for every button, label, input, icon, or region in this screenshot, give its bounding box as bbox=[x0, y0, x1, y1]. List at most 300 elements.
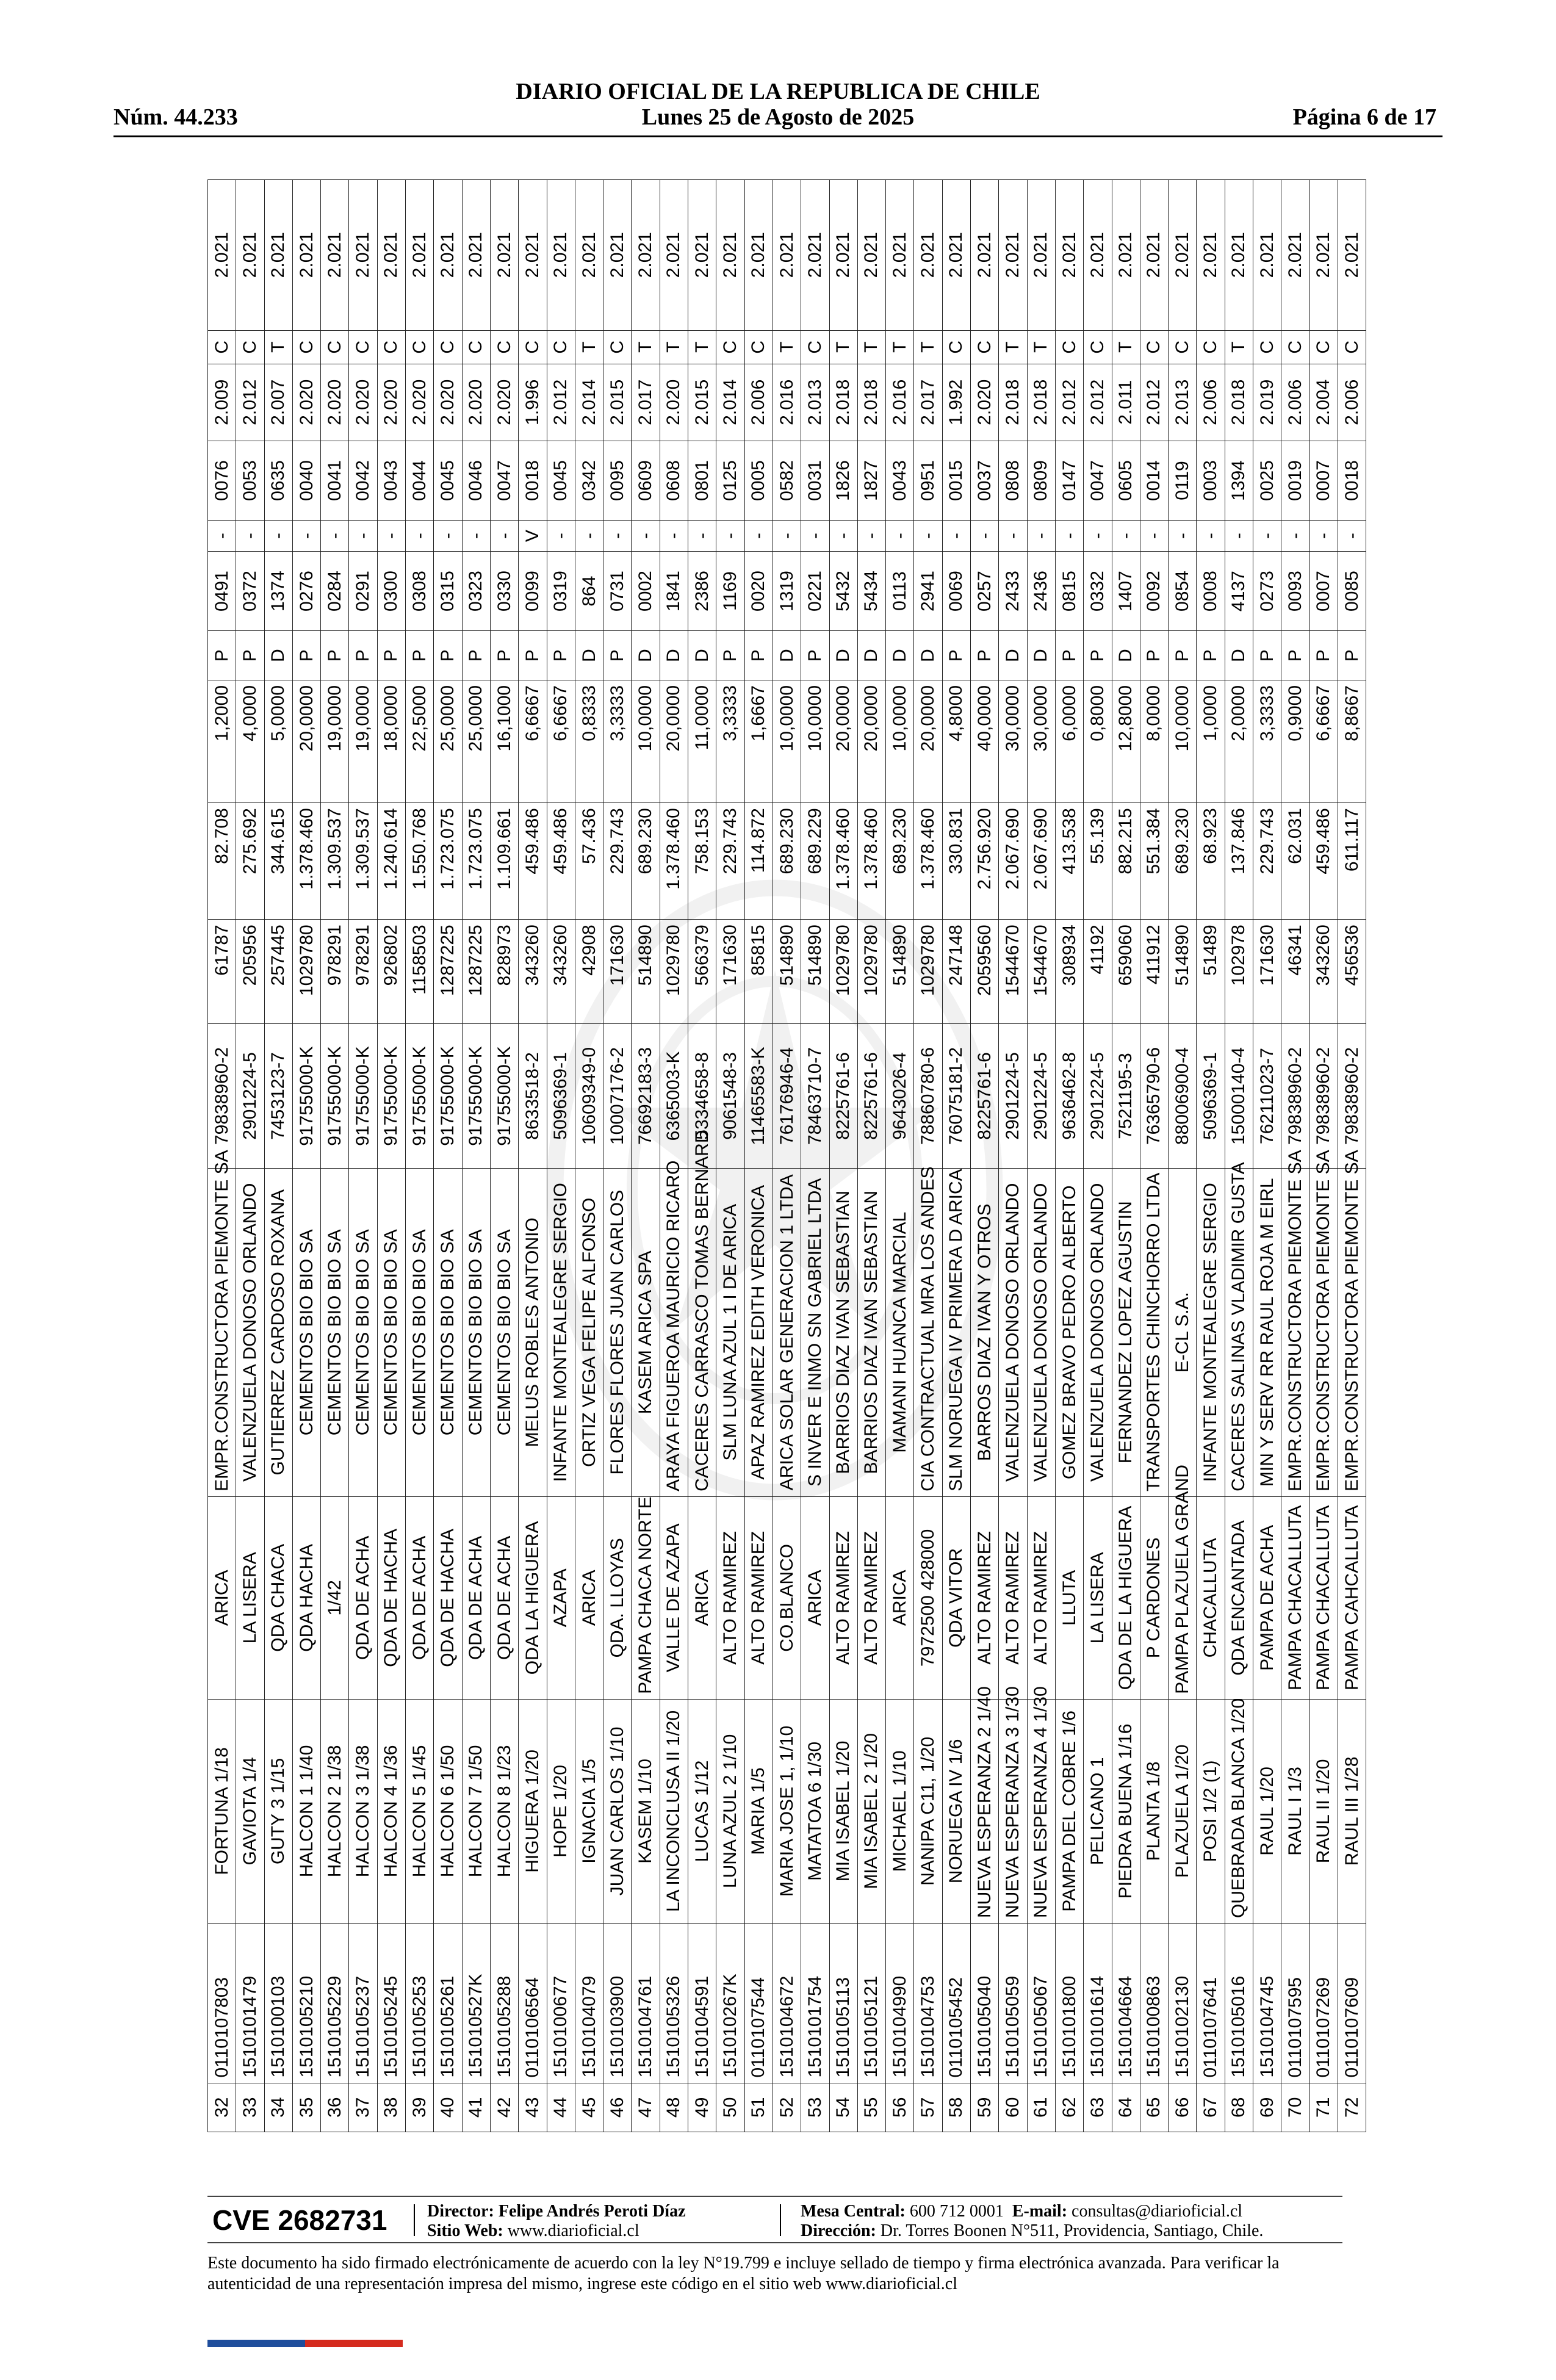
cell-row-number: 46 bbox=[603, 2083, 632, 2132]
cell-year: 2.006 bbox=[1338, 364, 1366, 441]
email-link[interactable]: consultas@diarioficial.cl bbox=[1072, 2202, 1243, 2221]
cell-row-number: 32 bbox=[208, 2083, 236, 2132]
cell-status-code: C bbox=[1055, 330, 1083, 364]
mesa-phone: 600 712 0001 bbox=[909, 2202, 1004, 2221]
cell-period-year: 2.021 bbox=[603, 180, 632, 331]
cell-status-code: C bbox=[716, 330, 744, 364]
table-row bbox=[1055, 180, 1083, 2132]
cell-hectares-fraction: 6,6667 bbox=[1309, 680, 1338, 802]
cell-v-mark: - bbox=[829, 521, 857, 551]
cell-rol-nacional: 0110107609 bbox=[1338, 1923, 1366, 2083]
cell-patent-amount: 171630 bbox=[603, 920, 632, 1024]
cell-year: 2.014 bbox=[575, 364, 603, 441]
cell-v-mark: - bbox=[857, 521, 885, 551]
cell-status-code: T bbox=[999, 330, 1027, 364]
cell-hectares-fraction: 12,8000 bbox=[1112, 680, 1140, 802]
cell-owner-name: GOMEZ BRAVO PEDRO ALBERTO bbox=[1055, 1168, 1083, 1496]
cell-patent-amount: 41192 bbox=[1084, 920, 1112, 1024]
cell-pesos-amount: 2.067.690 bbox=[999, 803, 1027, 920]
page-indicator: Página 6 de 17 bbox=[1292, 104, 1436, 130]
cell-type-code: P bbox=[406, 631, 434, 680]
cell-v-mark: - bbox=[632, 521, 660, 551]
cell-period-year: 2.021 bbox=[688, 180, 716, 331]
cell-period-year: 2.021 bbox=[1027, 180, 1055, 331]
cell-status-code: C bbox=[1281, 330, 1309, 364]
cell-owner-name: FERNANDEZ LOPEZ AGUSTIN bbox=[1112, 1168, 1140, 1496]
cell-owner-name: VALENZUELA DONOSO ORLANDO bbox=[1027, 1168, 1055, 1496]
cell-rut: 91755000-K bbox=[462, 1024, 490, 1168]
cell-concession-name: PLAZUELA 1/20 bbox=[1169, 1699, 1197, 1923]
cell-period-year: 2.021 bbox=[490, 180, 518, 331]
cell-concession-name: MIA ISABEL 1/20 bbox=[829, 1699, 857, 1923]
table-row bbox=[406, 180, 434, 2132]
cell-rut: 2901224-5 bbox=[1084, 1024, 1112, 1168]
cell-rol-nacional: 1510104079 bbox=[575, 1923, 603, 2083]
cell-rut: 15000140-4 bbox=[1225, 1024, 1253, 1168]
cell-owner-name: ARICA SOLAR GENERACION 1 LTDA bbox=[773, 1168, 801, 1496]
cell-rut: 76211023-7 bbox=[1253, 1024, 1281, 1168]
cell-hectares-fraction: 10,0000 bbox=[773, 680, 801, 802]
cell-number-code: 0605 bbox=[1112, 441, 1140, 521]
cell-concession-name: HALCON 8 1/23 bbox=[490, 1699, 518, 1923]
cell-rol-nacional: 1510105288 bbox=[490, 1923, 518, 2083]
mining-concessions-table bbox=[207, 179, 1366, 2132]
cell-number-code: 0047 bbox=[1084, 441, 1112, 521]
cell-status-code: C bbox=[1197, 330, 1225, 364]
cell-owner-name: KASEM ARICA SPA bbox=[632, 1168, 660, 1496]
cell-location: QDA VITOR bbox=[942, 1496, 970, 1699]
cell-foja-number: 4137 bbox=[1225, 551, 1253, 631]
cell-concession-name: HALCON 2 1/38 bbox=[321, 1699, 349, 1923]
cell-patent-amount: 411912 bbox=[1140, 920, 1168, 1024]
cell-type-code: P bbox=[462, 631, 490, 680]
cell-foja-number: 0257 bbox=[971, 551, 999, 631]
table-row bbox=[547, 180, 575, 2132]
cell-foja-number: 0092 bbox=[1140, 551, 1168, 631]
cell-status-code: T bbox=[1112, 330, 1140, 364]
cell-number-code: 0005 bbox=[744, 441, 773, 521]
cell-patent-amount: 343260 bbox=[519, 920, 547, 1024]
cell-type-code: D bbox=[1112, 631, 1140, 680]
cell-rol-nacional: 1510105229 bbox=[321, 1923, 349, 2083]
cell-type-code: P bbox=[1338, 631, 1366, 680]
cell-hectares-fraction: 3,3333 bbox=[603, 680, 632, 802]
cell-rol-nacional: 1510105016 bbox=[1225, 1923, 1253, 2083]
cell-concession-name: NUEVA ESPERANZA 3 1/30 bbox=[999, 1699, 1027, 1923]
cell-rut: 8225761-6 bbox=[829, 1024, 857, 1168]
cell-year: 2.012 bbox=[547, 364, 575, 441]
cell-year: 2.018 bbox=[1027, 364, 1055, 441]
cell-concession-name: POSI 1/2 (1) bbox=[1197, 1699, 1225, 1923]
cell-period-year: 2.021 bbox=[1338, 180, 1366, 331]
cell-location: ALTO RAMIREZ bbox=[1027, 1496, 1055, 1699]
cell-foja-number: 0113 bbox=[886, 551, 914, 631]
cell-owner-name: CEMENTOS BIO BIO SA bbox=[490, 1168, 518, 1496]
cell-location: QDA DE ACHA bbox=[490, 1496, 518, 1699]
table-row bbox=[603, 180, 632, 2132]
cell-status-code: T bbox=[1225, 330, 1253, 364]
cell-status-code: T bbox=[575, 330, 603, 364]
cell-patent-amount: 1029780 bbox=[660, 920, 688, 1024]
cell-rol-nacional: 1510105261 bbox=[434, 1923, 462, 2083]
cell-concession-name: HALCON 3 1/38 bbox=[349, 1699, 377, 1923]
cell-pesos-amount: 1.309.537 bbox=[321, 803, 349, 920]
cell-row-number: 39 bbox=[406, 2083, 434, 2132]
cell-owner-name: INFANTE MONTEALEGRE SERGIO bbox=[1197, 1168, 1225, 1496]
cell-pesos-amount: 1.309.537 bbox=[349, 803, 377, 920]
cell-location: QDA DE HACHA bbox=[377, 1496, 405, 1699]
cell-foja-number: 5432 bbox=[829, 551, 857, 631]
cell-v-mark: - bbox=[377, 521, 405, 551]
cell-v-mark: - bbox=[1309, 521, 1338, 551]
cell-rut: 5096369-1 bbox=[1197, 1024, 1225, 1168]
cell-v-mark: - bbox=[462, 521, 490, 551]
cell-patent-amount: 659060 bbox=[1112, 920, 1140, 1024]
cell-year: 2.006 bbox=[1281, 364, 1309, 441]
cell-patent-amount: 42908 bbox=[575, 920, 603, 1024]
cell-period-year: 2.021 bbox=[575, 180, 603, 331]
cell-owner-name: CEMENTOS BIO BIO SA bbox=[292, 1168, 320, 1496]
cell-owner-name: ORTIZ VEGA FELIPE ALFONSO bbox=[575, 1168, 603, 1496]
cell-rut: 79838960-2 bbox=[1281, 1024, 1309, 1168]
flag-bar-red bbox=[305, 2340, 403, 2347]
table-row bbox=[321, 180, 349, 2132]
cell-year: 2.017 bbox=[632, 364, 660, 441]
cell-patent-amount: 514890 bbox=[773, 920, 801, 1024]
cell-rut: 5334658-8 bbox=[688, 1024, 716, 1168]
cell-owner-name: CEMENTOS BIO BIO SA bbox=[406, 1168, 434, 1496]
cell-year: 2.019 bbox=[1253, 364, 1281, 441]
cell-owner-name: CIA CONTRACTUAL MRA LOS ANDES bbox=[914, 1168, 942, 1496]
cell-owner-name: TRANSPORTES CHINCHORRO LTDA bbox=[1140, 1168, 1168, 1496]
cell-foja-number: 0273 bbox=[1253, 551, 1281, 631]
cell-rut: 91755000-K bbox=[292, 1024, 320, 1168]
cell-rut: 7521195-3 bbox=[1112, 1024, 1140, 1168]
site-link[interactable]: www.diarioficial.cl bbox=[507, 2221, 639, 2240]
cell-v-mark: - bbox=[716, 521, 744, 551]
cell-v-mark: - bbox=[406, 521, 434, 551]
cell-status-code: C bbox=[406, 330, 434, 364]
cell-year: 2.016 bbox=[773, 364, 801, 441]
cell-type-code: D bbox=[264, 631, 292, 680]
cell-pesos-amount: 459.486 bbox=[547, 803, 575, 920]
cell-status-code: C bbox=[349, 330, 377, 364]
cell-rut: 78463710-7 bbox=[801, 1024, 829, 1168]
cell-location: QDA. LLOYAS bbox=[603, 1496, 632, 1699]
cell-rut: 91755000-K bbox=[377, 1024, 405, 1168]
cell-owner-name: CEMENTOS BIO BIO SA bbox=[321, 1168, 349, 1496]
cell-v-mark: - bbox=[547, 521, 575, 551]
cell-period-year: 2.021 bbox=[857, 180, 885, 331]
cell-pesos-amount: 82.708 bbox=[208, 803, 236, 920]
table-row bbox=[1112, 180, 1140, 2132]
cell-status-code: T bbox=[632, 330, 660, 364]
cell-hectares-fraction: 20,0000 bbox=[857, 680, 885, 802]
cell-period-year: 2.021 bbox=[1253, 180, 1281, 331]
cell-number-code: 0809 bbox=[1027, 441, 1055, 521]
cell-number-code: 0015 bbox=[942, 441, 970, 521]
cell-row-number: 43 bbox=[519, 2083, 547, 2132]
cell-status-code: C bbox=[1084, 330, 1112, 364]
cell-owner-name: FLORES FLORES JUAN CARLOS bbox=[603, 1168, 632, 1496]
cell-v-mark: - bbox=[1197, 521, 1225, 551]
cell-location: ARICA bbox=[575, 1496, 603, 1699]
cell-v-mark: - bbox=[999, 521, 1027, 551]
cell-patent-amount: 171630 bbox=[716, 920, 744, 1024]
cell-hectares-fraction: 11,0000 bbox=[688, 680, 716, 802]
cell-number-code: 0046 bbox=[462, 441, 490, 521]
cell-v-mark: - bbox=[744, 521, 773, 551]
cell-patent-amount: 1544670 bbox=[999, 920, 1027, 1024]
cell-year: 2.020 bbox=[971, 364, 999, 441]
cell-type-code: D bbox=[688, 631, 716, 680]
cell-number-code: 0019 bbox=[1281, 441, 1309, 521]
cell-type-code: D bbox=[914, 631, 942, 680]
cell-hectares-fraction: 20,0000 bbox=[292, 680, 320, 802]
cell-row-number: 71 bbox=[1309, 2083, 1338, 2132]
cell-foja-number: 0731 bbox=[603, 551, 632, 631]
cell-number-code: 0147 bbox=[1055, 441, 1083, 521]
cell-rol-nacional: 1510101479 bbox=[236, 1923, 264, 2083]
cell-pesos-amount: 459.486 bbox=[1309, 803, 1338, 920]
cell-concession-name: NUEVA ESPERANZA 4 1/30 bbox=[1027, 1699, 1055, 1923]
issue-number: Núm. 44.233 bbox=[113, 104, 238, 130]
cell-number-code: 0951 bbox=[914, 441, 942, 521]
table-row bbox=[264, 180, 292, 2132]
cell-rol-nacional: 1510105326 bbox=[660, 1923, 688, 2083]
cell-location: QDA DE HACHA bbox=[434, 1496, 462, 1699]
cell-hectares-fraction: 19,0000 bbox=[321, 680, 349, 802]
footer-bottom-divider bbox=[207, 2242, 1342, 2243]
cell-v-mark: V bbox=[519, 521, 547, 551]
cell-owner-name: S INVER E INMO SN GABRIEL LTDA bbox=[801, 1168, 829, 1496]
cell-concession-name: PLANTA 1/8 bbox=[1140, 1699, 1168, 1923]
cell-rut: 91755000-K bbox=[349, 1024, 377, 1168]
cell-owner-name: MELUS ROBLES ANTONIO bbox=[519, 1168, 547, 1496]
cell-row-number: 52 bbox=[773, 2083, 801, 2132]
cell-foja-number: 1319 bbox=[773, 551, 801, 631]
cell-location: QDA DE ACHA bbox=[406, 1496, 434, 1699]
cell-v-mark: - bbox=[208, 521, 236, 551]
cell-year: 2.015 bbox=[603, 364, 632, 441]
cell-row-number: 48 bbox=[660, 2083, 688, 2132]
cell-foja-number: 0300 bbox=[377, 551, 405, 631]
cell-location: LLUTA bbox=[1055, 1496, 1083, 1699]
cell-foja-number: 0372 bbox=[236, 551, 264, 631]
cell-hectares-fraction: 0,8000 bbox=[1084, 680, 1112, 802]
cell-location: PAMPA CHACA NORTE bbox=[632, 1496, 660, 1699]
cell-type-code: P bbox=[349, 631, 377, 680]
cell-row-number: 50 bbox=[716, 2083, 744, 2132]
cell-patent-amount: 566379 bbox=[688, 920, 716, 1024]
cell-type-code: D bbox=[632, 631, 660, 680]
cell-rut: 91755000-K bbox=[321, 1024, 349, 1168]
cell-owner-name: MIN Y SERV RR RAUL ROJA M EIRL bbox=[1253, 1168, 1281, 1496]
cell-rol-nacional: 1510105121 bbox=[857, 1923, 885, 2083]
cell-owner-name: BARRIOS DIAZ IVAN SEBASTIAN bbox=[857, 1168, 885, 1496]
cell-rol-nacional: 1510104672 bbox=[773, 1923, 801, 2083]
cell-patent-amount: 343260 bbox=[1309, 920, 1338, 1024]
cell-patent-amount: 205956 bbox=[236, 920, 264, 1024]
cell-period-year: 2.021 bbox=[914, 180, 942, 331]
cell-row-number: 40 bbox=[434, 2083, 462, 2132]
table-row bbox=[349, 180, 377, 2132]
cell-concession-name: MARIA JOSE 1, 1/10 bbox=[773, 1699, 801, 1923]
cell-hectares-fraction: 16,1000 bbox=[490, 680, 518, 802]
table-row bbox=[999, 180, 1027, 2132]
cell-rut: 91755000-K bbox=[406, 1024, 434, 1168]
cell-hectares-fraction: 10,0000 bbox=[1169, 680, 1197, 802]
cell-patent-amount: 46341 bbox=[1281, 920, 1309, 1024]
cell-owner-name: BARRIOS DIAZ IVAN SEBASTIAN bbox=[829, 1168, 857, 1496]
cell-period-year: 2.021 bbox=[744, 180, 773, 331]
cell-status-code: C bbox=[1309, 330, 1338, 364]
cell-owner-name: EMPR.CONSTRUCTORA PIEMONTE SA bbox=[1309, 1168, 1338, 1496]
cell-type-code: D bbox=[773, 631, 801, 680]
cell-number-code: 0119 bbox=[1169, 441, 1197, 521]
cell-type-code: D bbox=[999, 631, 1027, 680]
cell-year: 2.009 bbox=[208, 364, 236, 441]
cell-v-mark: - bbox=[971, 521, 999, 551]
cell-foja-number: 0491 bbox=[208, 551, 236, 631]
cell-status-code: T bbox=[1027, 330, 1055, 364]
cell-foja-number: 2433 bbox=[999, 551, 1027, 631]
cell-concession-name: NANIPA C11, 1/20 bbox=[914, 1699, 942, 1923]
cell-patent-amount: 514890 bbox=[632, 920, 660, 1024]
cell-patent-amount: 61787 bbox=[208, 920, 236, 1024]
cell-location: ALTO RAMIREZ bbox=[744, 1496, 773, 1699]
cell-type-code: P bbox=[971, 631, 999, 680]
cell-status-code: T bbox=[660, 330, 688, 364]
cell-v-mark: - bbox=[1281, 521, 1309, 551]
cell-period-year: 2.021 bbox=[1197, 180, 1225, 331]
cell-patent-amount: 1029780 bbox=[829, 920, 857, 1024]
cell-owner-name: VALENZUELA DONOSO ORLANDO bbox=[999, 1168, 1027, 1496]
cell-period-year: 2.021 bbox=[236, 180, 264, 331]
cell-location: ARICA bbox=[801, 1496, 829, 1699]
cell-concession-name: PELICANO 1 bbox=[1084, 1699, 1112, 1923]
cell-rol-nacional: 1510101754 bbox=[801, 1923, 829, 2083]
cell-concession-name: LA INCONCLUSA II 1/20 bbox=[660, 1699, 688, 1923]
cell-number-code: 1827 bbox=[857, 441, 885, 521]
cell-v-mark: - bbox=[773, 521, 801, 551]
cell-pesos-amount: 62.031 bbox=[1281, 803, 1309, 920]
cell-concession-name: GUTY 3 1/15 bbox=[264, 1699, 292, 1923]
table-row bbox=[1338, 180, 1366, 2132]
cell-location: QDA ENCANTADA bbox=[1225, 1496, 1253, 1699]
cell-rut: 91755000-K bbox=[434, 1024, 462, 1168]
cell-hectares-fraction: 22,5000 bbox=[406, 680, 434, 802]
cell-hectares-fraction: 6,6667 bbox=[547, 680, 575, 802]
cell-rol-nacional: 151010527K bbox=[462, 1923, 490, 2083]
cell-number-code: 0053 bbox=[236, 441, 264, 521]
table-row bbox=[1140, 180, 1168, 2132]
cell-row-number: 61 bbox=[1027, 2083, 1055, 2132]
cell-concession-name: HALCON 6 1/50 bbox=[434, 1699, 462, 1923]
cell-location: ARICA bbox=[688, 1496, 716, 1699]
cell-year: 2.020 bbox=[462, 364, 490, 441]
cell-v-mark: - bbox=[1225, 521, 1253, 551]
cell-patent-amount: 1158503 bbox=[406, 920, 434, 1024]
cell-rut: 9061548-3 bbox=[716, 1024, 744, 1168]
cell-foja-number: 0085 bbox=[1338, 551, 1366, 631]
cell-patent-amount: 1287225 bbox=[434, 920, 462, 1024]
cell-period-year: 2.021 bbox=[1309, 180, 1338, 331]
cell-rut: 10007176-2 bbox=[603, 1024, 632, 1168]
cell-type-code: P bbox=[208, 631, 236, 680]
cell-period-year: 2.021 bbox=[942, 180, 970, 331]
cell-year: 2.007 bbox=[264, 364, 292, 441]
cell-owner-name: MAMANI HUANCA MARCIAL bbox=[886, 1168, 914, 1496]
cell-patent-amount: 926802 bbox=[377, 920, 405, 1024]
contact-block bbox=[801, 2202, 1263, 2241]
cell-year: 2.013 bbox=[801, 364, 829, 441]
cell-row-number: 45 bbox=[575, 2083, 603, 2132]
cell-rol-nacional: 1510105253 bbox=[406, 1923, 434, 2083]
cell-rut: 10609349-0 bbox=[575, 1024, 603, 1168]
cell-owner-name: CEMENTOS BIO BIO SA bbox=[462, 1168, 490, 1496]
cell-foja-number: 2386 bbox=[688, 551, 716, 631]
cell-concession-name: GAVIOTA 1/4 bbox=[236, 1699, 264, 1923]
cell-location: CHACALLUTA bbox=[1197, 1496, 1225, 1699]
cell-owner-name: BARROS DIAZ IVAN Y OTROS bbox=[971, 1168, 999, 1496]
cell-rol-nacional: 1510101614 bbox=[1084, 1923, 1112, 2083]
cell-pesos-amount: 229.743 bbox=[603, 803, 632, 920]
cell-pesos-amount: 689.230 bbox=[886, 803, 914, 920]
cell-v-mark: - bbox=[264, 521, 292, 551]
cell-year: 2.018 bbox=[829, 364, 857, 441]
cell-patent-amount: 308934 bbox=[1055, 920, 1083, 1024]
cell-foja-number: 0284 bbox=[321, 551, 349, 631]
cell-rol-nacional: 1510104761 bbox=[632, 1923, 660, 2083]
cell-number-code: 0095 bbox=[603, 441, 632, 521]
cell-hectares-fraction: 25,0000 bbox=[434, 680, 462, 802]
cell-period-year: 2.021 bbox=[377, 180, 405, 331]
table-row bbox=[519, 180, 547, 2132]
cell-rol-nacional: 1510105237 bbox=[349, 1923, 377, 2083]
cell-period-year: 2.021 bbox=[519, 180, 547, 331]
cell-location: AZAPA bbox=[547, 1496, 575, 1699]
cell-hectares-fraction: 0,9000 bbox=[1281, 680, 1309, 802]
cell-v-mark: - bbox=[575, 521, 603, 551]
cell-location: LA LISERA bbox=[1084, 1496, 1112, 1699]
cell-concession-name: HALCON 7 1/50 bbox=[462, 1699, 490, 1923]
cell-foja-number: 0815 bbox=[1055, 551, 1083, 631]
cell-year: 2.012 bbox=[1055, 364, 1083, 441]
cell-type-code: P bbox=[1197, 631, 1225, 680]
cell-year: 2.020 bbox=[406, 364, 434, 441]
cell-rut: 8225761-6 bbox=[971, 1024, 999, 1168]
cell-period-year: 2.021 bbox=[1084, 180, 1112, 331]
cell-rol-nacional: 0110105452 bbox=[942, 1923, 970, 2083]
cell-rol-nacional: 151010267K bbox=[716, 1923, 744, 2083]
table-row bbox=[716, 180, 744, 2132]
cell-year: 2.004 bbox=[1309, 364, 1338, 441]
cell-year: 2.020 bbox=[321, 364, 349, 441]
cell-number-code: 0047 bbox=[490, 441, 518, 521]
cell-patent-amount: 514890 bbox=[1169, 920, 1197, 1024]
cell-pesos-amount: 459.486 bbox=[519, 803, 547, 920]
cell-pesos-amount: 882.215 bbox=[1112, 803, 1140, 920]
cell-concession-name: NUEVA ESPERANZA 2 1/40 bbox=[971, 1699, 999, 1923]
cell-status-code: C bbox=[208, 330, 236, 364]
cell-status-code: C bbox=[744, 330, 773, 364]
cell-status-code: T bbox=[829, 330, 857, 364]
cell-number-code: 0031 bbox=[801, 441, 829, 521]
cell-period-year: 2.021 bbox=[349, 180, 377, 331]
cell-status-code: C bbox=[801, 330, 829, 364]
cell-row-number: 66 bbox=[1169, 2083, 1197, 2132]
